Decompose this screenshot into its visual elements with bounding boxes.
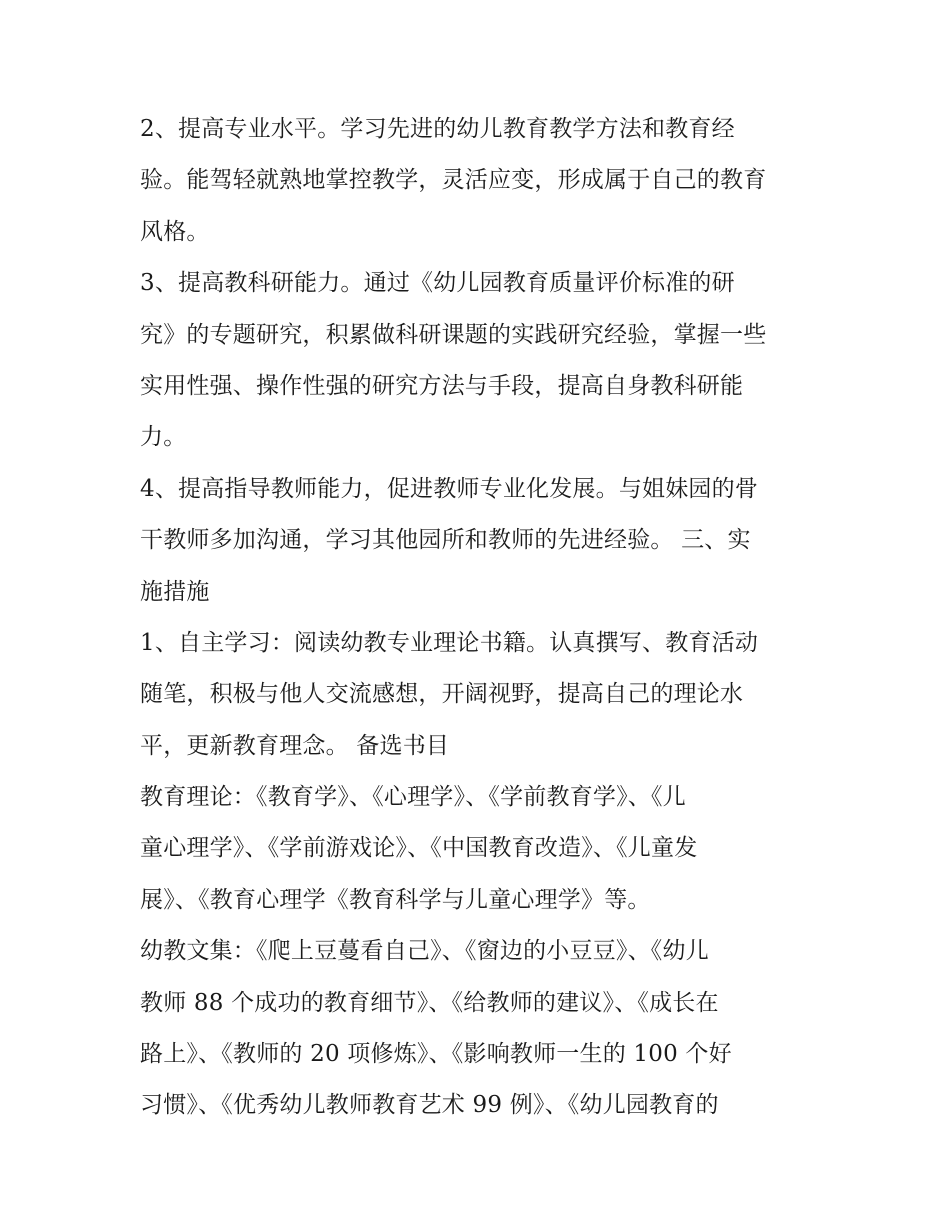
text-line: 教师 88 个成功的教育细节》、《给教师的建议》、《成长在: [140, 989, 719, 1016]
text-line: 童心理学》、《学前游戏论》、《中国教育改造》、《儿童发: [140, 835, 698, 862]
text-line: 教育理论：《教育学》、《心理学》、《学前教育学》、《儿: [140, 784, 686, 811]
text-line: 平，更新教育理念。 备选书目: [140, 732, 450, 759]
text-line: 究》的专题研究，积累做科研课题的实践研究经验，掌握一些: [140, 321, 767, 348]
text-line: 1、自主学习：阅读幼教专业理论书籍。认真撰写、教育活动: [140, 629, 759, 656]
text-line: 干教师多加沟通，学习其他园所和教师的先进经验。 三、实: [140, 527, 751, 554]
text-line: 幼教文集：《爬上豆蔓看自己》、《窗边的小豆豆》、《幼儿: [140, 938, 709, 965]
text-line: 展》、《教育心理学《教育科学与儿童心理学》等。: [140, 886, 651, 913]
text-line: 随笔，积极与他人交流感想，开阔视野，提高自己的理论水: [140, 681, 744, 708]
text-line: 风格。: [140, 218, 210, 245]
text-line: 路上》、《教师的 20 项修炼》、《影响教师一生的 100 个好: [140, 1041, 732, 1068]
document-body: [140, 104, 820, 1132]
text-line: 施措施: [140, 578, 210, 605]
text-line: 2、提高专业水平。学习先进的幼儿教育教学方法和教育经: [140, 116, 735, 142]
text-line: 3、提高教科研能力。通过《幼儿园教育质量评价标准的研: [140, 270, 735, 297]
text-line: 力。: [140, 424, 187, 451]
text-line: 实用性强、操作性强的研究方法与手段，提高自身教科研能: [140, 372, 744, 399]
text-line: 习惯》、《优秀幼儿教师教育艺术 99 例》、《幼儿园教育的: [140, 1092, 719, 1119]
text-line: 验。能驾轻就熟地掌控教学，灵活应变，形成属于自己的教育: [140, 167, 767, 194]
text-line: 4、提高指导教师能力，促进教师专业化发展。与姐妹园的骨: [140, 475, 759, 502]
